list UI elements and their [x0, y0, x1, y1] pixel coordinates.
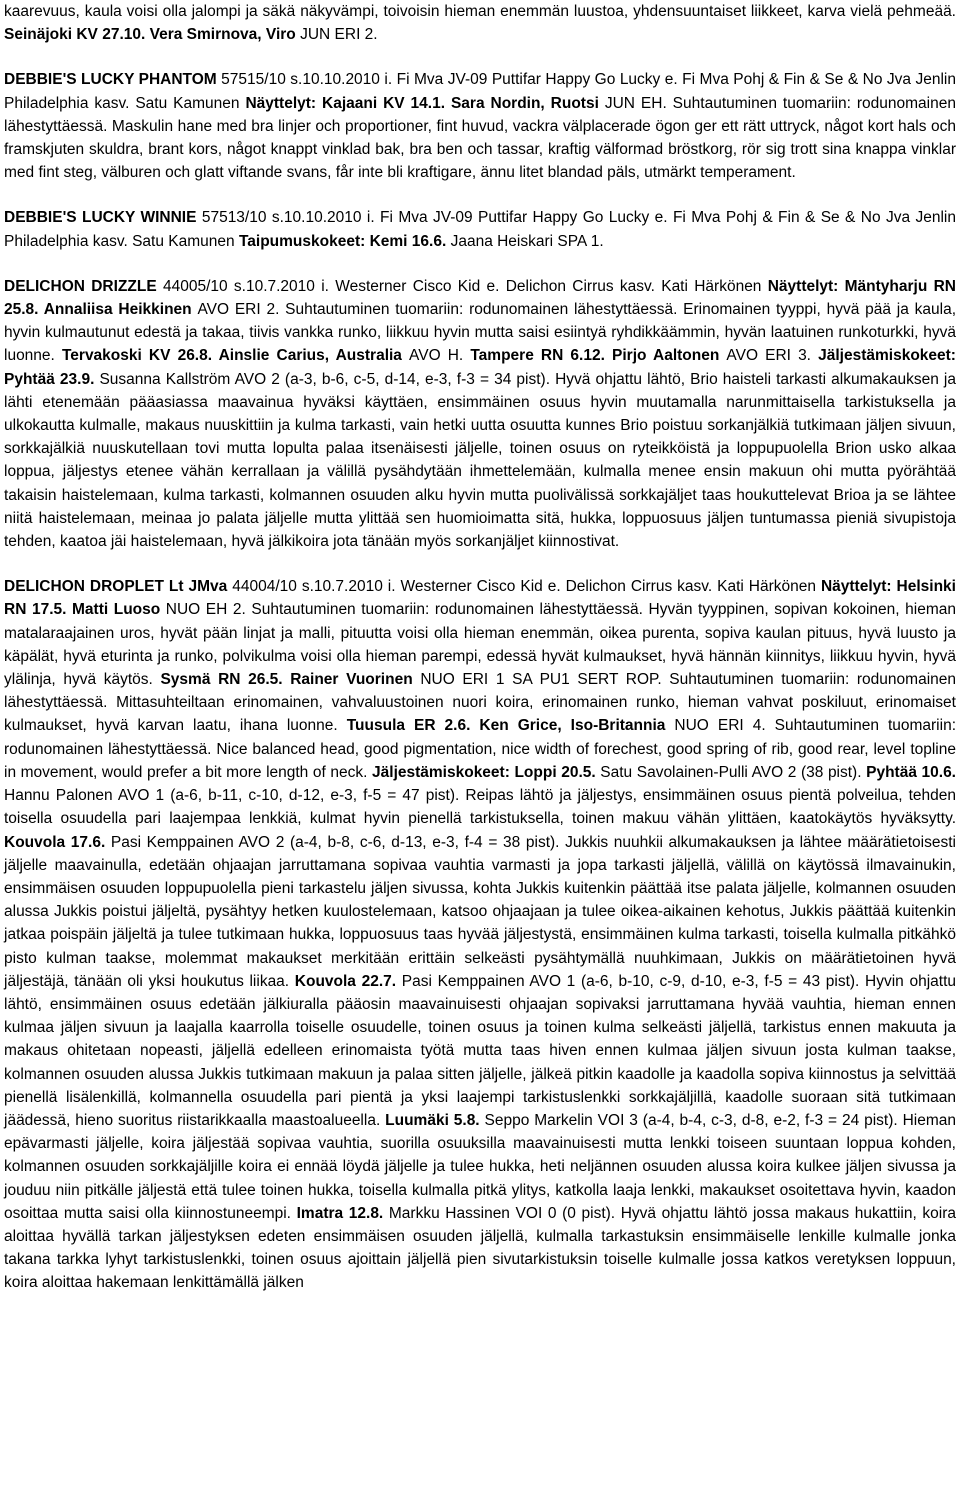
text-run: AVO ERI 2. Suhtautuminen tuomariin: rodunomainen lähestyttäessä. Erinomainen tyyppi, hyvä pää ja kaula, hyvin kulmautunut edestä ja takaa, tiivis vankka runko, liikkuu hyvin mutta saisi esiintyä ryhdikkäämmin, hyvän laatuinen runkoturkki, hyvä luonne.	[4, 301, 957, 365]
text-run: NUO EH 2. Suhtautuminen tuomariin: rodunomainen lähestyttäessä. Hyvän tyyppinen, sopivan kokoinen, hieman matalaraajainen uros, hyvät pään linjat ja malli, pituutta voisi olla hieman enemmän, oikea purenta, sopiva kaulan pituus, hyvä luusto ja käpälät, hyvä eturinta ja runko, polvikulma voisi olla hieman parempi, edessä hyvät kulmaukset, hyvä hännän kiinnitys, liikkuu hyvin, hyvä ylälinja, hyvä käytös.	[4, 601, 956, 689]
bold-text-run: Luumäki 5.8.	[385, 1111, 485, 1129]
text-run: JUN ERI 2.	[300, 26, 378, 44]
paragraph-gap	[4, 553, 956, 575]
bold-text-run: Näyttelyt: Kajaani KV 14.1. Sara Nordin, Ruotsi	[245, 94, 605, 112]
text-run: Hannu Palonen AVO 1 (a-6, b-11, c-10, d-12, e-3, f-5 = 47 pist). Reipas lähtö ja jäljestys, ensimmäinen osuus pientä polveilua, tehden toisella osuudella pari laajempaa lenkkiä, kulmat hyvin pienellä tarkistuksella, toinen makuu vähän ylittäen, kaatokäytös hyväksytty.	[4, 787, 956, 828]
text-run: 44005/10 s.10.7.2010 i. Westerner Cisco Kid e. Delichon Cirrus kasv. Kati Härkönen	[162, 277, 768, 295]
paragraph-delichon-droplet	[4, 575, 956, 1294]
text-run: 57515/10 s.10.10.2010 i. Fi Mva JV-09 Puttifar Happy Go Lucky e. Fi Mva Pohj & Fin & Se & No Jva Jenlin Philadelphia kasv. Satu Kamunen	[4, 71, 956, 112]
text-run: Seppo Markelin VOI 3 (a-4, b-4, c-3, d-8, e-2, f-3 = 24 pist). Hieman epävarmasti jäljelle, koira jäljestää sopivaa vauhtia, suorilla osuuksilla maavainuisesti mutta lenkki toiseen suuntaan loppua kohden, kolmannen osuuden sorkkajäljille koira ei ennää löydä jäljelle ja tulee hukka, heti neljännen osuuden alussa koira kulkee jäljen sivussa ja jouduu niin pitkälle jäljestä että tulee toinen hukka, toisella kulmalla pitkä ylitys, katkolla laaja lenkki, makaukset osoitettava hyvin, kaadon osoittaa mutta saisi olla kiinnostuneempi.	[4, 1111, 956, 1222]
paragraph-gap	[4, 184, 956, 206]
bold-text-run: Sysmä RN 26.5. Rainer Vuorinen	[160, 671, 421, 689]
bold-text-run: DEBBIE'S LUCKY PHANTOM	[4, 71, 222, 89]
text-run: Pasi Kemppainen AVO 2 (a-4, b-8, c-6, d-13, e-3, f-4 = 38 pist). Jukkis nuuhkii alkumakauksen ja lähtee määrätietoisesti jäljelle maavainulla, edetään ohjaajan jarruttamana sopivaa vauhtia varmasti ja jopa tarkasti jäljellä, välillä on käytössä ilmavainukin, ensimmäisen osuuden loppupuolella pieni tarkastelu jäljen sivussa, kohta Jukkis kuitenkin päättää itse palata jäljelle, kolmannen osuuden alussa Jukkis poistui jäljeltä, pysähtyy hetken kuulostelemaan, katsoo ohjaajaan ja tulee oikea-aikainen kehotus, Jukkis päättää kuitenkin jatkaa poispäin jäljeltä ja tulee tutkimaan hukka, loppuosuus taas hyvää jäljestystä, ensimmäinen kulma tarkasti, toisella kulmalla pitkähkö pisto kulman taakse, molemmat makaukset merkitään erittäin selkeästi pysähtymällä nuuhkimaan, Jukkis on määrätietoinen hyvä jäljestäjä, tänään oli yksi houkutus liikaa.	[4, 833, 956, 990]
paragraph-debbie-lucky-phantom	[4, 68, 956, 184]
paragraph-gap	[4, 253, 956, 275]
text-run: 44004/10 s.10.7.2010 i. Westerner Cisco Kid e. Delichon Cirrus kasv. Kati Härkönen	[232, 578, 821, 596]
bold-text-run: Kouvola 22.7.	[294, 972, 402, 990]
paragraph-intro-cont	[4, 0, 956, 46]
text-run: AVO ERI 3.	[726, 347, 819, 365]
bold-text-run: DELICHON DRIZZLE	[4, 277, 163, 295]
text-run: NUO ERI 4. Suhtautuminen tuomariin: rodunomainen lähestyttäessä. Nice balanced head, good pigmentation, nice width of forechest, good spring of rib, good rear, level topline in movement, would prefer a bit more length of neck.	[4, 717, 957, 781]
bold-text-run: Tervakoski KV 26.8. Ainslie Carius, Australia	[61, 347, 410, 365]
text-run: Jaana Heiskari SPA 1.	[450, 232, 604, 250]
bold-text-run: Kouvola 17.6.	[4, 833, 111, 851]
bold-text-run: Jäljestämiskokeet: Pyhtää 23.9.	[4, 347, 956, 388]
bold-text-run: Tampere RN 6.12. Pirjo Aaltonen	[470, 347, 727, 365]
text-run: Susanna Kallström AVO 2 (a-3, b-6, c-5, d-14, e-3, f-3 = 34 pist). Hyvä ohjattu lähtö, Brio haisteli tarkasti alkumakauksen ja lähti etenemään pääasiassa maavainua hyväksi käyttäen, ensimmäinen osuus hyvin muutamalla narunmittaisella tarkistuksella ja ulkokautta kulmalle, makaus nuuskittiin ja kulma tarkasti, vain hetki uutta osuutta kunnes Brio poistuu sorkanjälkiä tutkimaan jäljen sivuun, sorkkajälkiä nuuskutellaan tovi mutta lopulta palaa itsenäisesti jäljelle, toinen osuus on ryteikköistä ja loppupuolella Brion usko alkaa loppua, jäljestys etenee vähän kerrallaan ja välillä pysähdytään ihmettelemään, kulmalla menee ensin makuun ohi mutta pyörähtää takaisin haistelemaan, kulma tarkasti, kolmannen osuuden alku hyvin mutta puolivälissä sorkkajäljet taas houkuttelevat Brioa ja se lähtee niitä haistelemaan, meinaa jo palata jäljelle mutta ylittää sen huomioimatta sitä, hukka, loppuosuus jäljen tuntumassa pieniä sivupistoja tehden, kaatoa jäi haistelemaan, hyvä jälkikoira jota tänään myös sorkanjäljet kiinnostivat.	[4, 370, 956, 551]
paragraph-delichon-drizzle	[4, 275, 956, 553]
text-run: Satu Savolainen-Pulli AVO 2 (38 pist).	[600, 763, 867, 781]
bold-text-run: DELICHON DROPLET Lt JMva	[4, 578, 233, 596]
text-run: NUO ERI 1 SA PU1 SERT ROP. Suhtautuminen tuomariin: rodunomainen lähestyttäessä. Mittasuhteiltaan erinomainen, vahvaluustoinen nuori koira, erinomainen runko, hieman vahvat poskiluut, erinomaiset kulmaukset, hyvä karvan laatu, ihana luonne.	[4, 671, 956, 735]
bold-text-run: Tuusula ER 2.6. Ken Grice, Iso-Britannia	[346, 717, 675, 735]
bold-text-run: Pyhtää 10.6.	[866, 763, 956, 781]
bold-text-run: Näyttelyt: Mäntyharju RN 25.8. Annaliisa Heikkinen	[4, 277, 956, 319]
paragraph-debbie-lucky-winnie	[4, 206, 956, 252]
bold-text-run: DEBBIE'S LUCKY WINNIE	[4, 209, 202, 227]
bold-text-run: Jäljestämiskokeet: Loppi 20.5.	[372, 763, 601, 781]
bold-text-run: Taipumuskokeet: Kemi 16.6.	[238, 232, 451, 250]
paragraph-gap	[4, 46, 956, 68]
bold-text-run: Seinäjoki KV 27.10. Vera Smirnova, Viro	[4, 26, 301, 44]
text-run: 57513/10 s.10.10.2010 i. Fi Mva JV-09 Puttifar Happy Go Lucky e. Fi Mva Pohj & Fin & Se & No Jva Jenlin Philadelphia kasv. Satu Kamunen	[4, 209, 956, 250]
text-run: AVO H.	[409, 347, 471, 365]
bold-text-run: Näyttelyt: Helsinki RN 17.5. Matti Luoso	[4, 578, 956, 619]
text-run: kaarevuus, kaula voisi olla jalompi ja säkä näkyvämpi, toivoisin hieman enemmän luustoa, yhdensuuntaiset liikkeet, karva vielä pehmeää.	[4, 3, 956, 20]
bold-text-run: Imatra 12.8.	[296, 1204, 389, 1222]
text-run: JUN EH. Suhtautuminen tuomariin: rodunomainen lähestyttäessä. Maskulin hane med bra linjer och proportioner, fint huvud, vackra välplacerade ögon ger ett rätt uttryck, något kort hals och framskjuten skuldra, brant kors, något knappt vinklad bak, bra ben och tassar, kraftig välformad bröstkorg, rör sig trott sina knappa vinklar med fint steg, välburen och glatt viftande svans, får inte bli kraftigare, ännu litet blandad päls, utmärkt temperament.	[4, 94, 956, 182]
text-run: Markku Hassinen VOI 0 (0 pist). Hyvä ohjattu lähtö jossa makaus hukattiin, koira aloittaa hyvällä tarkan jäljestyksen edeten ensimmäisen osuuden jäljellä, kulmalla tarkastuksin ensimmäiselle lenkille kulmalle jonka takana tarkka lyhyt tarkistuslenkki, toinen osuus ajoittain jäljellä pien sivutarkistuksin toiselle kulmalle jossa katkos veretyksen loppuun, koira aloittaa hakemaan lenkittämällä jälken	[4, 1204, 957, 1292]
text-run: Pasi Kemppainen AVO 1 (a-6, b-10, c-9, d-10, e-3, f-5 = 43 pist). Hyvin ohjattu lähtö, ensimmäinen osuus edetään jälkiuralla pääosin maavainuisesti ohjaajan sopivaksi jarruttamana hyvää vauhtia, hieman ennen kulmaa jäljen sivuun ja laajalla kaarrolla toiselle osuudelle, toinen osuus ja toinen kulma selkeästi jäljellä, tarkistus ennen makuuta ja makaus ohitetaan nopeasti, jäljellä edelleen erinomaista työtä mutta taas hiven ennen kulmaa jäljen sivuun josta kulman taakse, kolmannen osuuden alussa Jukkis tutkimaan makuun ja palaa sitten jäljelle, jälkeä pitkin kaadolle ja kaadolla sopiva kiinnostus ja selvittää pienellä lisälenkillä, kolmannella osuudella pari pientä ja yksi laajempi tarkistuslenkki sorkkajäljillä, kaadolle suoraan sitä tutkimaan jäädessä, hieno suoritus riistarikkaalla maastoalueella.	[4, 972, 956, 1129]
